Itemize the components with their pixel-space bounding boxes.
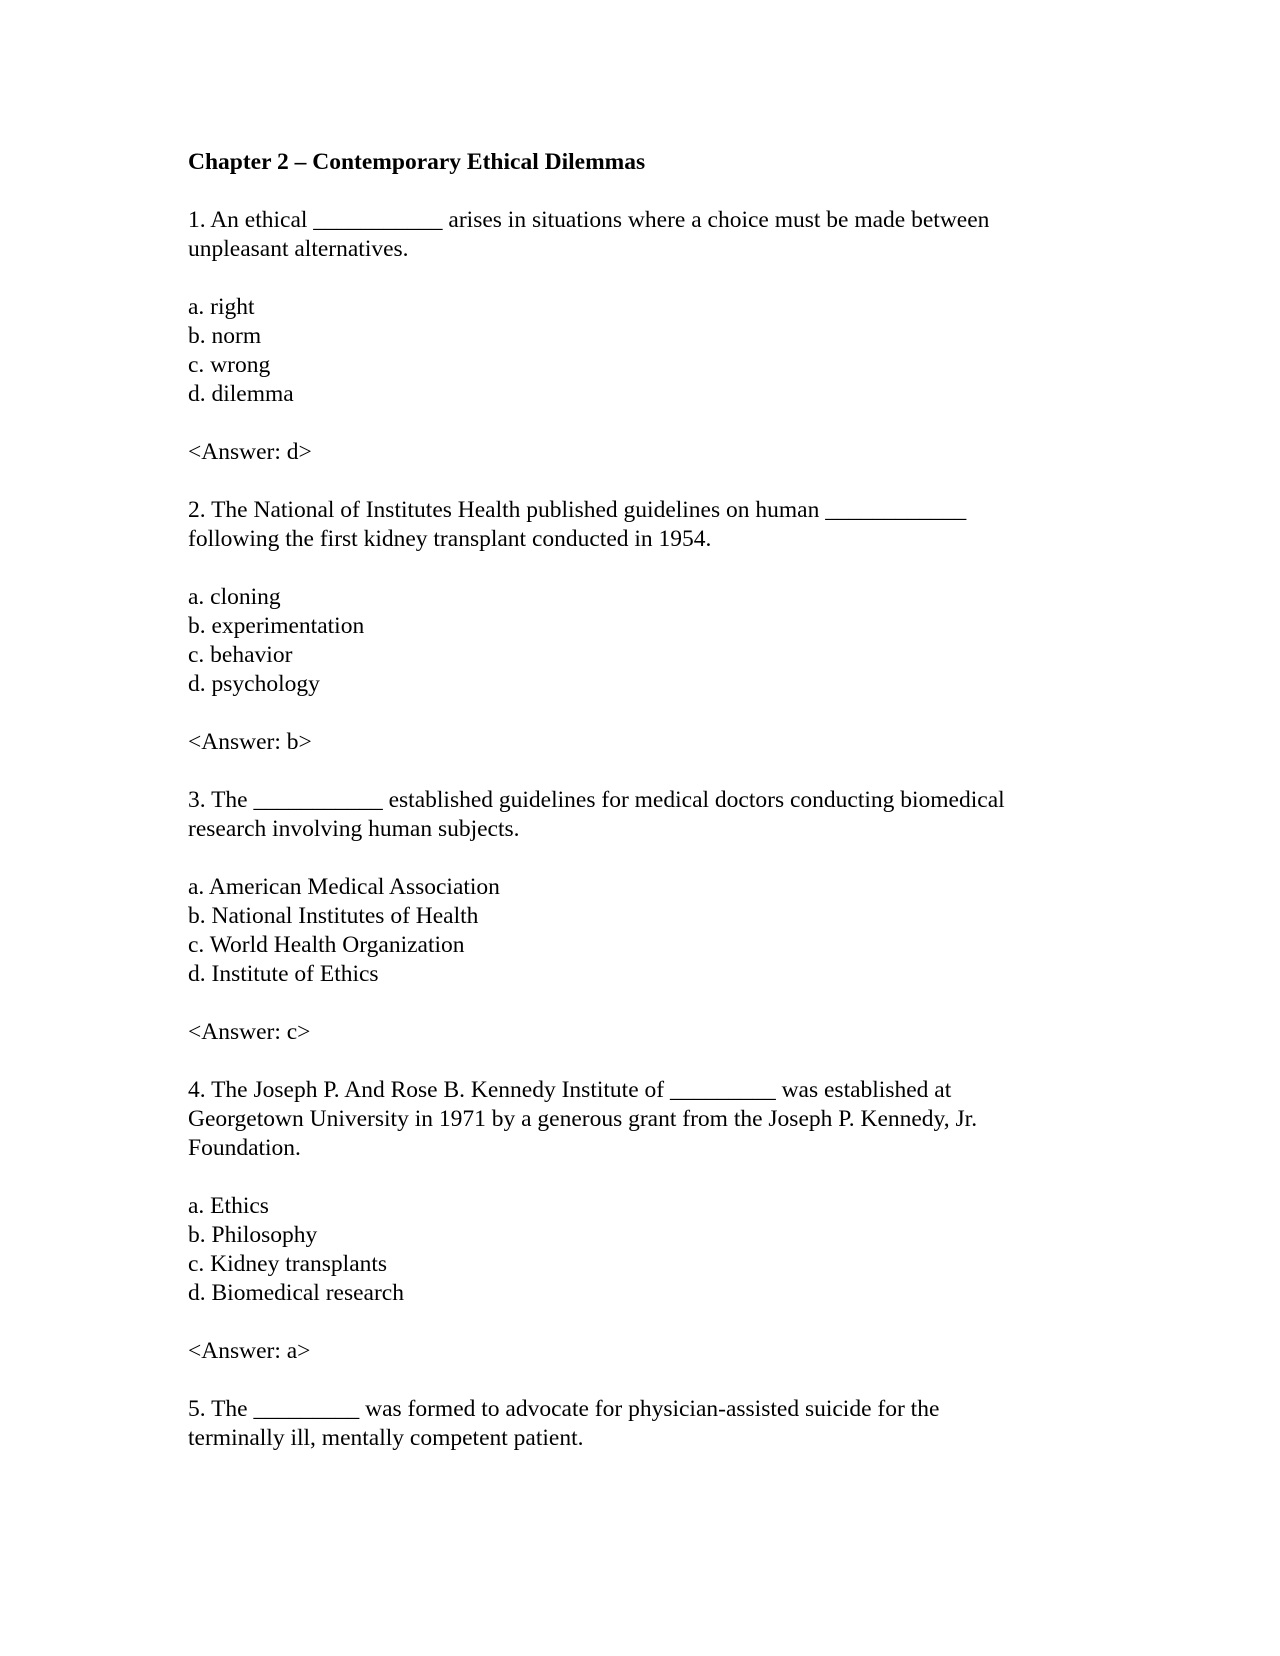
question-line: following the first kidney transplant conducted in 1954.	[188, 526, 712, 552]
option-d: d. psychology	[188, 671, 320, 697]
question-4-options	[188, 1192, 1088, 1308]
document-content	[188, 148, 1088, 1482]
question-5-text	[188, 1395, 1088, 1453]
question-1-options	[188, 293, 1088, 409]
option-c: c. World Health Organization	[188, 932, 465, 958]
question-2-answer: <Answer: b>	[188, 729, 312, 755]
option-d: d. Biomedical research	[188, 1280, 404, 1306]
option-c: c. wrong	[188, 352, 271, 378]
question-line: 1. An ethical ___________ arises in situations where a choice must be made between	[188, 207, 990, 233]
question-line: 4. The Joseph P. And Rose B. Kennedy Institute of _________ was established at	[188, 1077, 952, 1103]
question-line: 5. The _________ was formed to advocate for physician-assisted suicide for the	[188, 1396, 940, 1422]
question-2-options	[188, 583, 1088, 699]
question-line: Foundation.	[188, 1135, 301, 1161]
question-3-answer: <Answer: c>	[188, 1019, 311, 1045]
question-line: research involving human subjects.	[188, 816, 520, 842]
option-a: a. American Medical Association	[188, 874, 500, 900]
option-a: a. cloning	[188, 584, 281, 610]
chapter-title: Chapter 2 – Contemporary Ethical Dilemmas	[188, 149, 646, 175]
option-b: b. experimentation	[188, 613, 365, 639]
option-b: b. Philosophy	[188, 1222, 318, 1248]
option-b: b. norm	[188, 323, 262, 349]
question-line: unpleasant alternatives.	[188, 236, 409, 262]
question-1-answer: <Answer: d>	[188, 439, 312, 465]
option-b: b. National Institutes of Health	[188, 903, 479, 929]
option-c: c. Kidney transplants	[188, 1251, 388, 1277]
question-line: 3. The ___________ established guidelines for medical doctors conducting biomedical	[188, 787, 1005, 813]
question-line: Georgetown University in 1971 by a generous grant from the Joseph P. Kennedy, Jr.	[188, 1106, 978, 1132]
option-a: a. Ethics	[188, 1193, 269, 1219]
question-2-text	[188, 496, 1088, 554]
option-d: d. Institute of Ethics	[188, 961, 379, 987]
question-3-text	[188, 786, 1088, 844]
question-line: terminally ill, mentally competent patient.	[188, 1425, 584, 1451]
option-d: d. dilemma	[188, 381, 294, 407]
question-1-text	[188, 206, 1088, 264]
question-line: 2. The National of Institutes Health published guidelines on human ____________	[188, 497, 967, 523]
question-3-options	[188, 873, 1088, 989]
question-4-text	[188, 1076, 1088, 1163]
option-c: c. behavior	[188, 642, 293, 668]
option-a: a. right	[188, 294, 255, 320]
question-4-answer: <Answer: a>	[188, 1338, 311, 1364]
